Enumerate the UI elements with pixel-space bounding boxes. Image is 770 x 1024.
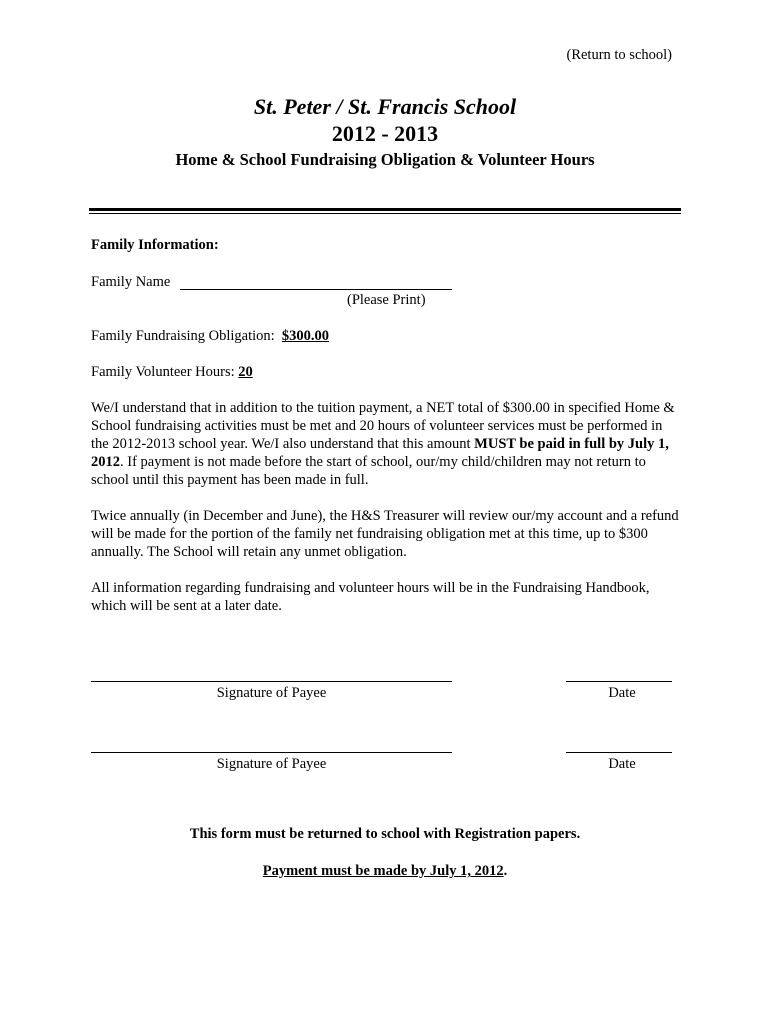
- header-divider-thick: [89, 208, 681, 211]
- school-year: 2012 - 2013: [331, 121, 439, 146]
- volunteer-hours-line: [91, 364, 253, 381]
- please-print-note: (Please Print): [347, 292, 426, 308]
- form-subtitle: Home & School Fundraising Obligation & Volunteer Hours: [175, 150, 595, 169]
- date-label-2: Date: [608, 756, 636, 772]
- payment-deadline: [0, 863, 770, 880]
- payee-label-2: Signature of Payee: [216, 756, 327, 772]
- family-name-label: Family Name: [91, 274, 171, 290]
- volunteer-hours-label: Family Volunteer Hours:: [91, 364, 235, 380]
- school-name: St. Peter / St. Francis School: [253, 94, 517, 119]
- payee-label-1: Signature of Payee: [216, 685, 327, 701]
- volunteer-hours-value: 20: [238, 364, 253, 380]
- obligation-value: $300.00: [281, 328, 330, 344]
- agreement-text-bold: MUST be paid in full by July 1, 2012: [91, 436, 669, 470]
- date-label-1: Date: [608, 685, 636, 701]
- agreement-text-1: We/I understand that in addition to the tuition payment, a NET total of $300.00 in specified Home & School fundraising activities must be met and 20 hours of volunteer services must be performed in the 2012-2013 school year. We/I also understand that this amount: [91, 400, 675, 452]
- return-instruction: This form must be returned to school with Registration papers.: [189, 826, 581, 842]
- family-info-heading: Family Information:: [91, 237, 219, 253]
- payment-deadline-period: .: [503, 863, 508, 879]
- obligation-label: Family Fundraising Obligation:: [91, 328, 275, 344]
- date-line-1[interactable]: [566, 681, 672, 682]
- header-divider-thin: [89, 213, 681, 214]
- obligation-line: [91, 328, 329, 345]
- date-line-2[interactable]: [566, 752, 672, 753]
- return-note: (Return to school): [566, 47, 672, 63]
- handbook-paragraph: All information regarding fundraising and volunteer hours will be in the Fundraising Handbook, which will be sent at a later date.: [91, 580, 650, 614]
- payment-deadline-text: Payment must be made by July 1, 2012: [262, 863, 504, 879]
- agreement-paragraph: [91, 399, 681, 489]
- agreement-text-2: . If payment is not made before the start of school, our/my child/children may not return to school until this payment has been made in full.: [91, 454, 646, 488]
- signature-line-1[interactable]: [91, 681, 452, 682]
- signature-line-2[interactable]: [91, 752, 452, 753]
- refund-paragraph: Twice annually (in December and June), the H&S Treasurer will review our/my account and a refund will be made for the portion of the family net fundraising obligation met at this time, up to $300 annually. The School will retain any unmet obligation.: [91, 508, 679, 560]
- family-name-field[interactable]: [180, 275, 452, 290]
